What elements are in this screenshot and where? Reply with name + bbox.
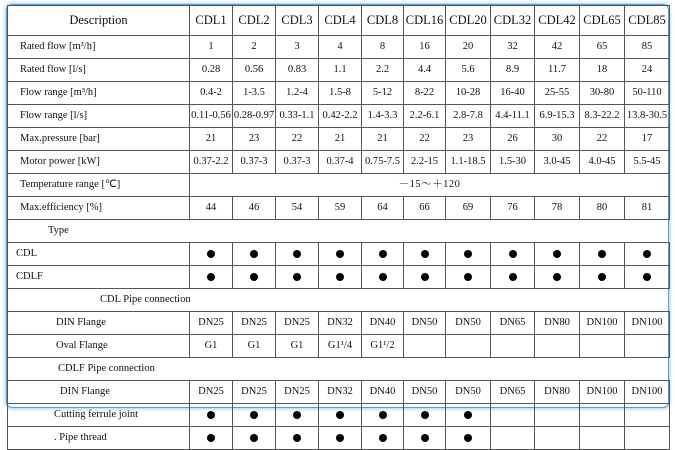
value-cell: 6.9-15.3 — [535, 105, 580, 128]
dot-cell — [233, 427, 276, 450]
model-header: CDL32 — [491, 6, 535, 36]
value-cell: 80 — [580, 197, 625, 220]
value-cell: G1¹/4 — [319, 335, 362, 358]
value-cell: 3 — [276, 36, 319, 59]
row-label: Oval Flange — [8, 335, 190, 358]
value-cell: DN32 — [319, 381, 362, 404]
value-cell: 81 — [625, 197, 670, 220]
available-dot-icon — [464, 434, 472, 442]
dot-cell — [625, 243, 670, 266]
value-cell: 2.2-6.1 — [404, 105, 446, 128]
value-cell: 11.7 — [535, 59, 580, 82]
spec-table — [7, 5, 670, 450]
available-dot-icon — [421, 273, 429, 281]
value-cell: G1 — [190, 335, 233, 358]
value-cell: DN40 — [362, 312, 404, 335]
dot-cell — [190, 427, 233, 450]
dot-cell — [446, 243, 491, 266]
value-cell: 1.1-18.5 — [446, 151, 491, 174]
value-cell: 17 — [625, 128, 670, 151]
spec-row — [8, 82, 670, 105]
dot-cell — [404, 266, 446, 289]
available-dot-icon — [207, 434, 215, 442]
value-cell: 0.28 — [190, 59, 233, 82]
value-cell: DN80 — [535, 312, 580, 335]
value-cell: 10-28 — [446, 82, 491, 105]
type-row — [8, 243, 670, 266]
type-row — [8, 266, 670, 289]
dot-cell — [190, 404, 233, 427]
dot-cell — [580, 243, 625, 266]
row-label: CDL — [8, 243, 190, 266]
available-dot-icon — [464, 273, 472, 281]
value-cell: 22 — [276, 128, 319, 151]
value-cell: G1 — [276, 335, 319, 358]
value-cell: 1 — [190, 36, 233, 59]
model-header: CDL65 — [580, 6, 625, 36]
value-cell: 0.11-0.56 — [190, 105, 233, 128]
available-dot-icon — [250, 411, 258, 419]
value-cell: 1.4-3.3 — [362, 105, 404, 128]
cdlf-din-row — [8, 381, 670, 404]
model-header: CDL3 — [276, 6, 319, 36]
available-dot-icon — [379, 434, 387, 442]
model-header: CDL8 — [362, 6, 404, 36]
available-dot-icon — [553, 250, 561, 258]
empty-cell — [491, 404, 535, 427]
value-cell: DN50 — [404, 312, 446, 335]
available-dot-icon — [598, 273, 606, 281]
row-label: Max.pressure [bar] — [8, 128, 190, 151]
value-cell: 8 — [362, 36, 404, 59]
available-dot-icon — [643, 273, 651, 281]
type-section-title — [8, 220, 670, 243]
value-cell: 1.2-4 — [276, 82, 319, 105]
value-cell: 0.4-2 — [190, 82, 233, 105]
available-dot-icon — [336, 273, 344, 281]
value-cell: 1.1 — [319, 59, 362, 82]
value-cell: 18 — [580, 59, 625, 82]
description-header: Description — [8, 6, 190, 36]
value-cell: DN40 — [362, 381, 404, 404]
available-dot-icon — [643, 250, 651, 258]
available-dot-icon — [598, 250, 606, 258]
efficiency-row — [8, 197, 670, 220]
dot-cell — [233, 404, 276, 427]
model-header: CDL4 — [319, 6, 362, 36]
value-cell: 4.4 — [404, 59, 446, 82]
available-dot-icon — [553, 273, 561, 281]
value-cell: 3.0-45 — [535, 151, 580, 174]
value-cell: DN100 — [580, 312, 625, 335]
available-dot-icon — [379, 411, 387, 419]
temperature-value: －15～＋120 — [190, 174, 670, 197]
value-cell: 50-110 — [625, 82, 670, 105]
spec-row — [8, 128, 670, 151]
dot-cell — [491, 266, 535, 289]
temperature-row — [8, 174, 670, 197]
value-cell: 23 — [446, 128, 491, 151]
dot-cell — [362, 243, 404, 266]
header-row — [8, 6, 670, 36]
dot-cell — [491, 243, 535, 266]
value-cell: 0.56 — [233, 59, 276, 82]
dot-cell — [276, 243, 319, 266]
empty-cell — [535, 427, 580, 450]
model-header: CDL85 — [625, 6, 670, 36]
value-cell: 20 — [446, 36, 491, 59]
empty-cell — [491, 427, 535, 450]
cdl-din-row — [8, 312, 670, 335]
available-dot-icon — [421, 434, 429, 442]
row-label: DIN Flange — [8, 381, 190, 404]
value-cell: 21 — [319, 128, 362, 151]
dot-cell — [276, 427, 319, 450]
dot-cell — [190, 243, 233, 266]
value-cell: 1.5-30 — [491, 151, 535, 174]
row-label: CDLF — [8, 266, 190, 289]
dot-cell — [319, 404, 362, 427]
value-cell: 44 — [190, 197, 233, 220]
value-cell: 0.75-7.5 — [362, 151, 404, 174]
value-cell: 22 — [404, 128, 446, 151]
available-dot-icon — [336, 434, 344, 442]
value-cell: DN50 — [404, 381, 446, 404]
model-header: CDL42 — [535, 6, 580, 36]
available-dot-icon — [207, 273, 215, 281]
value-cell: 64 — [362, 197, 404, 220]
value-cell — [580, 335, 625, 358]
dot-cell — [404, 404, 446, 427]
value-cell: DN25 — [276, 312, 319, 335]
cdl-oval-row — [8, 335, 670, 358]
value-cell — [491, 335, 535, 358]
value-cell: 78 — [535, 197, 580, 220]
section-title: CDL Pipe connection — [8, 289, 670, 312]
value-cell: 0.37-3 — [233, 151, 276, 174]
value-cell: 69 — [446, 197, 491, 220]
empty-cell — [580, 427, 625, 450]
row-label: Temperature range [℃] — [8, 174, 190, 197]
value-cell: 1.5-8 — [319, 82, 362, 105]
dot-cell — [446, 404, 491, 427]
dot-cell — [362, 427, 404, 450]
dot-cell — [233, 266, 276, 289]
available-dot-icon — [464, 250, 472, 258]
empty-cell — [535, 404, 580, 427]
value-cell: 22 — [580, 128, 625, 151]
value-cell: 76 — [491, 197, 535, 220]
value-cell: 16-40 — [491, 82, 535, 105]
row-label: Rated flow [l/s] — [8, 59, 190, 82]
value-cell: 54 — [276, 197, 319, 220]
dot-cell — [190, 266, 233, 289]
dot-cell — [580, 266, 625, 289]
value-cell: 0.37-3 — [276, 151, 319, 174]
value-cell: 25-55 — [535, 82, 580, 105]
value-cell: 46 — [233, 197, 276, 220]
value-cell — [535, 335, 580, 358]
value-cell: DN100 — [625, 381, 670, 404]
dot-cell — [404, 243, 446, 266]
spec-row — [8, 36, 670, 59]
value-cell: DN65 — [491, 381, 535, 404]
row-label: Max.efficiency [%] — [8, 197, 190, 220]
spec-row — [8, 105, 670, 128]
value-cell: 2.2 — [362, 59, 404, 82]
dot-cell — [319, 427, 362, 450]
value-cell: 21 — [190, 128, 233, 151]
value-cell: DN25 — [190, 381, 233, 404]
value-cell: 5.6 — [446, 59, 491, 82]
available-dot-icon — [293, 250, 301, 258]
model-header: CDL1 — [190, 6, 233, 36]
empty-cell — [625, 427, 670, 450]
value-cell: DN65 — [491, 312, 535, 335]
dot-cell — [625, 266, 670, 289]
section-title: CDLF Pipe connection — [8, 358, 670, 381]
value-cell: 59 — [319, 197, 362, 220]
available-dot-icon — [250, 434, 258, 442]
value-cell: 23 — [233, 128, 276, 151]
value-cell: DN25 — [190, 312, 233, 335]
available-dot-icon — [421, 411, 429, 419]
value-cell: 21 — [362, 128, 404, 151]
dot-cell — [319, 243, 362, 266]
value-cell: 65 — [580, 36, 625, 59]
row-label: Rated flow [m³/h] — [8, 36, 190, 59]
value-cell: DN50 — [446, 381, 491, 404]
value-cell: DN32 — [319, 312, 362, 335]
value-cell: 0.37-2.2 — [190, 151, 233, 174]
available-dot-icon — [509, 250, 517, 258]
empty-cell — [580, 404, 625, 427]
dot-cell — [233, 243, 276, 266]
dot-cell — [404, 427, 446, 450]
value-cell: 0.37-4 — [319, 151, 362, 174]
dot-cell — [362, 266, 404, 289]
value-cell: 8.9 — [491, 59, 535, 82]
value-cell: 0.33-1.1 — [276, 105, 319, 128]
spec-table-frame — [6, 4, 669, 444]
value-cell: 30-80 — [580, 82, 625, 105]
available-dot-icon — [250, 250, 258, 258]
value-cell: 8.3-22.2 — [580, 105, 625, 128]
value-cell: DN100 — [625, 312, 670, 335]
value-cell: 8-22 — [404, 82, 446, 105]
value-cell — [404, 335, 446, 358]
value-cell: 85 — [625, 36, 670, 59]
dot-cell — [319, 266, 362, 289]
cdlf-ferrule-row — [8, 404, 670, 427]
value-cell — [446, 335, 491, 358]
dot-cell — [446, 266, 491, 289]
value-cell: G1¹/2 — [362, 335, 404, 358]
row-label: Cutting ferrule joint — [8, 404, 190, 427]
value-cell: 5.5-45 — [625, 151, 670, 174]
value-cell: 0.28-0.97 — [233, 105, 276, 128]
available-dot-icon — [509, 273, 517, 281]
model-header: CDL20 — [446, 6, 491, 36]
spec-row — [8, 59, 670, 82]
value-cell: G1 — [233, 335, 276, 358]
value-cell: 16 — [404, 36, 446, 59]
value-cell: DN25 — [233, 312, 276, 335]
value-cell: DN80 — [535, 381, 580, 404]
value-cell: DN25 — [233, 381, 276, 404]
value-cell: 26 — [491, 128, 535, 151]
dot-cell — [276, 266, 319, 289]
dot-cell — [362, 404, 404, 427]
row-label: DIN Flange — [8, 312, 190, 335]
available-dot-icon — [379, 273, 387, 281]
value-cell: DN100 — [580, 381, 625, 404]
value-cell: 2 — [233, 36, 276, 59]
value-cell: DN25 — [276, 381, 319, 404]
value-cell: 66 — [404, 197, 446, 220]
value-cell: 32 — [491, 36, 535, 59]
value-cell: 2.8-7.8 — [446, 105, 491, 128]
empty-cell — [625, 404, 670, 427]
cdl-pipe-title — [8, 289, 670, 312]
spec-table-body — [8, 6, 670, 450]
value-cell: 13.8-30.5 — [625, 105, 670, 128]
available-dot-icon — [207, 411, 215, 419]
value-cell: 5-12 — [362, 82, 404, 105]
value-cell: 30 — [535, 128, 580, 151]
section-title: Type — [8, 220, 670, 243]
value-cell: 4.0-45 — [580, 151, 625, 174]
value-cell: 2.2-15 — [404, 151, 446, 174]
dot-cell — [535, 243, 580, 266]
model-header: CDL16 — [404, 6, 446, 36]
dot-cell — [276, 404, 319, 427]
value-cell: 4 — [319, 36, 362, 59]
value-cell: DN50 — [446, 312, 491, 335]
row-label: Flow range [m³/h] — [8, 82, 190, 105]
available-dot-icon — [293, 434, 301, 442]
spec-row — [8, 151, 670, 174]
row-label: . Pipe thread — [8, 427, 190, 450]
available-dot-icon — [336, 250, 344, 258]
available-dot-icon — [464, 411, 472, 419]
value-cell: 0.42-2.2 — [319, 105, 362, 128]
available-dot-icon — [379, 250, 387, 258]
value-cell: 4.4-11.1 — [491, 105, 535, 128]
available-dot-icon — [421, 250, 429, 258]
value-cell: 0.83 — [276, 59, 319, 82]
available-dot-icon — [207, 250, 215, 258]
value-cell: 1-3.5 — [233, 82, 276, 105]
dot-cell — [446, 427, 491, 450]
available-dot-icon — [293, 411, 301, 419]
row-label: Motor power [kW] — [8, 151, 190, 174]
model-header: CDL2 — [233, 6, 276, 36]
value-cell: 42 — [535, 36, 580, 59]
value-cell: 24 — [625, 59, 670, 82]
available-dot-icon — [336, 411, 344, 419]
available-dot-icon — [250, 273, 258, 281]
value-cell — [625, 335, 670, 358]
dot-cell — [535, 266, 580, 289]
available-dot-icon — [293, 273, 301, 281]
row-label: Flow range [l/s] — [8, 105, 190, 128]
cdlf-thread-row — [8, 427, 670, 450]
cdlf-pipe-title — [8, 358, 670, 381]
